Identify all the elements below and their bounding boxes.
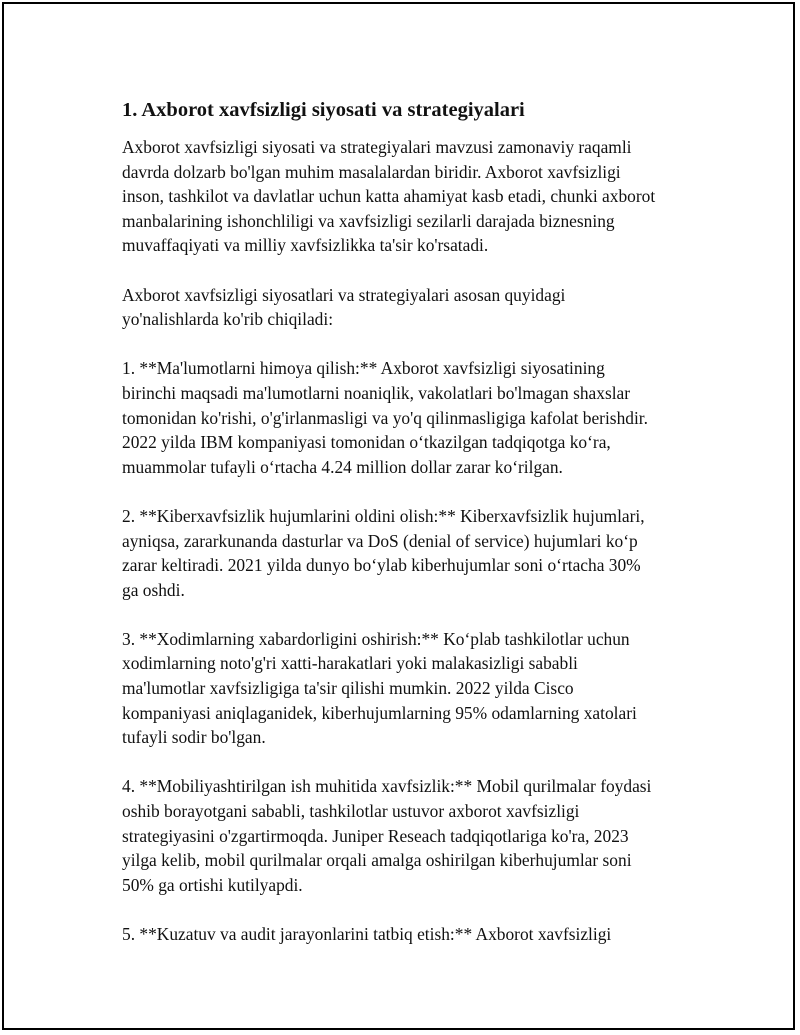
text-line: yilga kelib, mobil qurilmalar orqali amalga oshirilgan kiberhujumlar soni	[122, 850, 632, 871]
text-line: tufayli sodir bo'lgan.	[122, 727, 266, 748]
text-line: muvaffaqiyati va milliy xavfsizlikka ta'sir ko'rsatadi.	[122, 235, 489, 256]
paragraph-item-2	[122, 504, 702, 602]
text-line: 50% ga ortishi kutilyapdi.	[122, 874, 303, 895]
paragraph-item-4	[122, 774, 702, 897]
paragraph-item-3	[122, 627, 702, 750]
text-line: strategiyasini o'zgartirmoqda. Juniper Reseach tadqiqotlariga ko'ra, 2023	[122, 825, 629, 846]
text-line: ga oshdi.	[122, 579, 185, 600]
text-line: 1. **Ma'lumotlarni himoya qilish:** Axborot xavfsizligi siyosatining	[122, 358, 605, 379]
paragraph-intro	[122, 135, 702, 258]
document-heading: 1. Axborot xavfsizligi siyosati va strategiyalari	[122, 99, 525, 121]
text-line: 2. **Kiberxavfsizlik hujumlarini oldini olish:** Kiberxavfsizlik hujumlari,	[122, 505, 645, 526]
text-line: 3. **Xodimlarning xabardorligini oshirish:** Ko‘plab tashkilotlar uchun	[122, 628, 630, 649]
text-line: ma'lumotlar xavfsizligiga ta'sir qilishi mumkin. 2022 yilda Cisco	[122, 678, 574, 699]
text-line: 5. **Kuzatuv va audit jarayonlarini tatbiq etish:** Axborot xavfsizligi	[122, 924, 612, 944]
text-line: manbalarining ishonchliligi va xavfsizligi sezilarli darajada biznesning	[122, 210, 615, 231]
text-line: Axborot xavfsizligi siyosati va strategiyalari mavzusi zamonaviy raqamli	[122, 137, 632, 157]
text-line: 4. **Mobiliyashtirilgan ish muhitida xavfsizlik:** Mobil qurilmalar foydasi	[122, 776, 652, 797]
text-line: zarar keltiradi. 2021 yilda dunyo bo‘ylab kiberhujumlar soni o‘rtacha 30%	[122, 555, 641, 576]
text-line: kompaniyasi aniqlaganidek, kiberhujumlarning 95% odamlarning xatolari	[122, 702, 637, 723]
text-line: xodimlarning noto'g'ri xatti-harakatlari yoki malakasizligi sababli	[122, 653, 578, 674]
text-line: muammolar tufayli o‘rtacha 4.24 million dollar zarar ko‘rilgan.	[122, 456, 563, 477]
paragraph-item-5	[122, 922, 702, 947]
text-line: tomonidan ko'rishi, o'g'irlanmasligi va yo'q qilinmasligiga kafolat berishdir.	[122, 407, 648, 428]
paragraph-directions	[122, 283, 702, 332]
text-line: Axborot xavfsizligi siyosatlari va strategiyalari asosan quyidagi	[122, 284, 566, 305]
document-page	[2, 2, 795, 1030]
paragraph-item-1	[122, 356, 702, 479]
text-line: 2022 yilda IBM kompaniyasi tomonidan o‘tkazilgan tadqiqotga ko‘ra,	[122, 432, 611, 453]
text-line: ayniqsa, zararkunanda dasturlar va DoS (denial of service) hujumlari ko‘p	[122, 530, 638, 551]
document-body	[122, 97, 702, 971]
text-line: yo'nalishlarda ko'rib chiqiladi:	[122, 309, 334, 330]
text-line: oshib borayotgani sababli, tashkilotlar ustuvor axborot xavfsizligi	[122, 801, 580, 822]
text-line: inson, tashkilot va davlatlar uchun katta ahamiyat kasb etadi, chunki axborot	[122, 186, 656, 207]
text-line: birinchi maqsadi ma'lumotlarni noaniqlik, vakolatlari bo'lmagan shaxslar	[122, 382, 631, 403]
text-line: davrda dolzarb bo'lgan muhim masalalardan biridir. Axborot xavfsizligi	[122, 161, 621, 182]
